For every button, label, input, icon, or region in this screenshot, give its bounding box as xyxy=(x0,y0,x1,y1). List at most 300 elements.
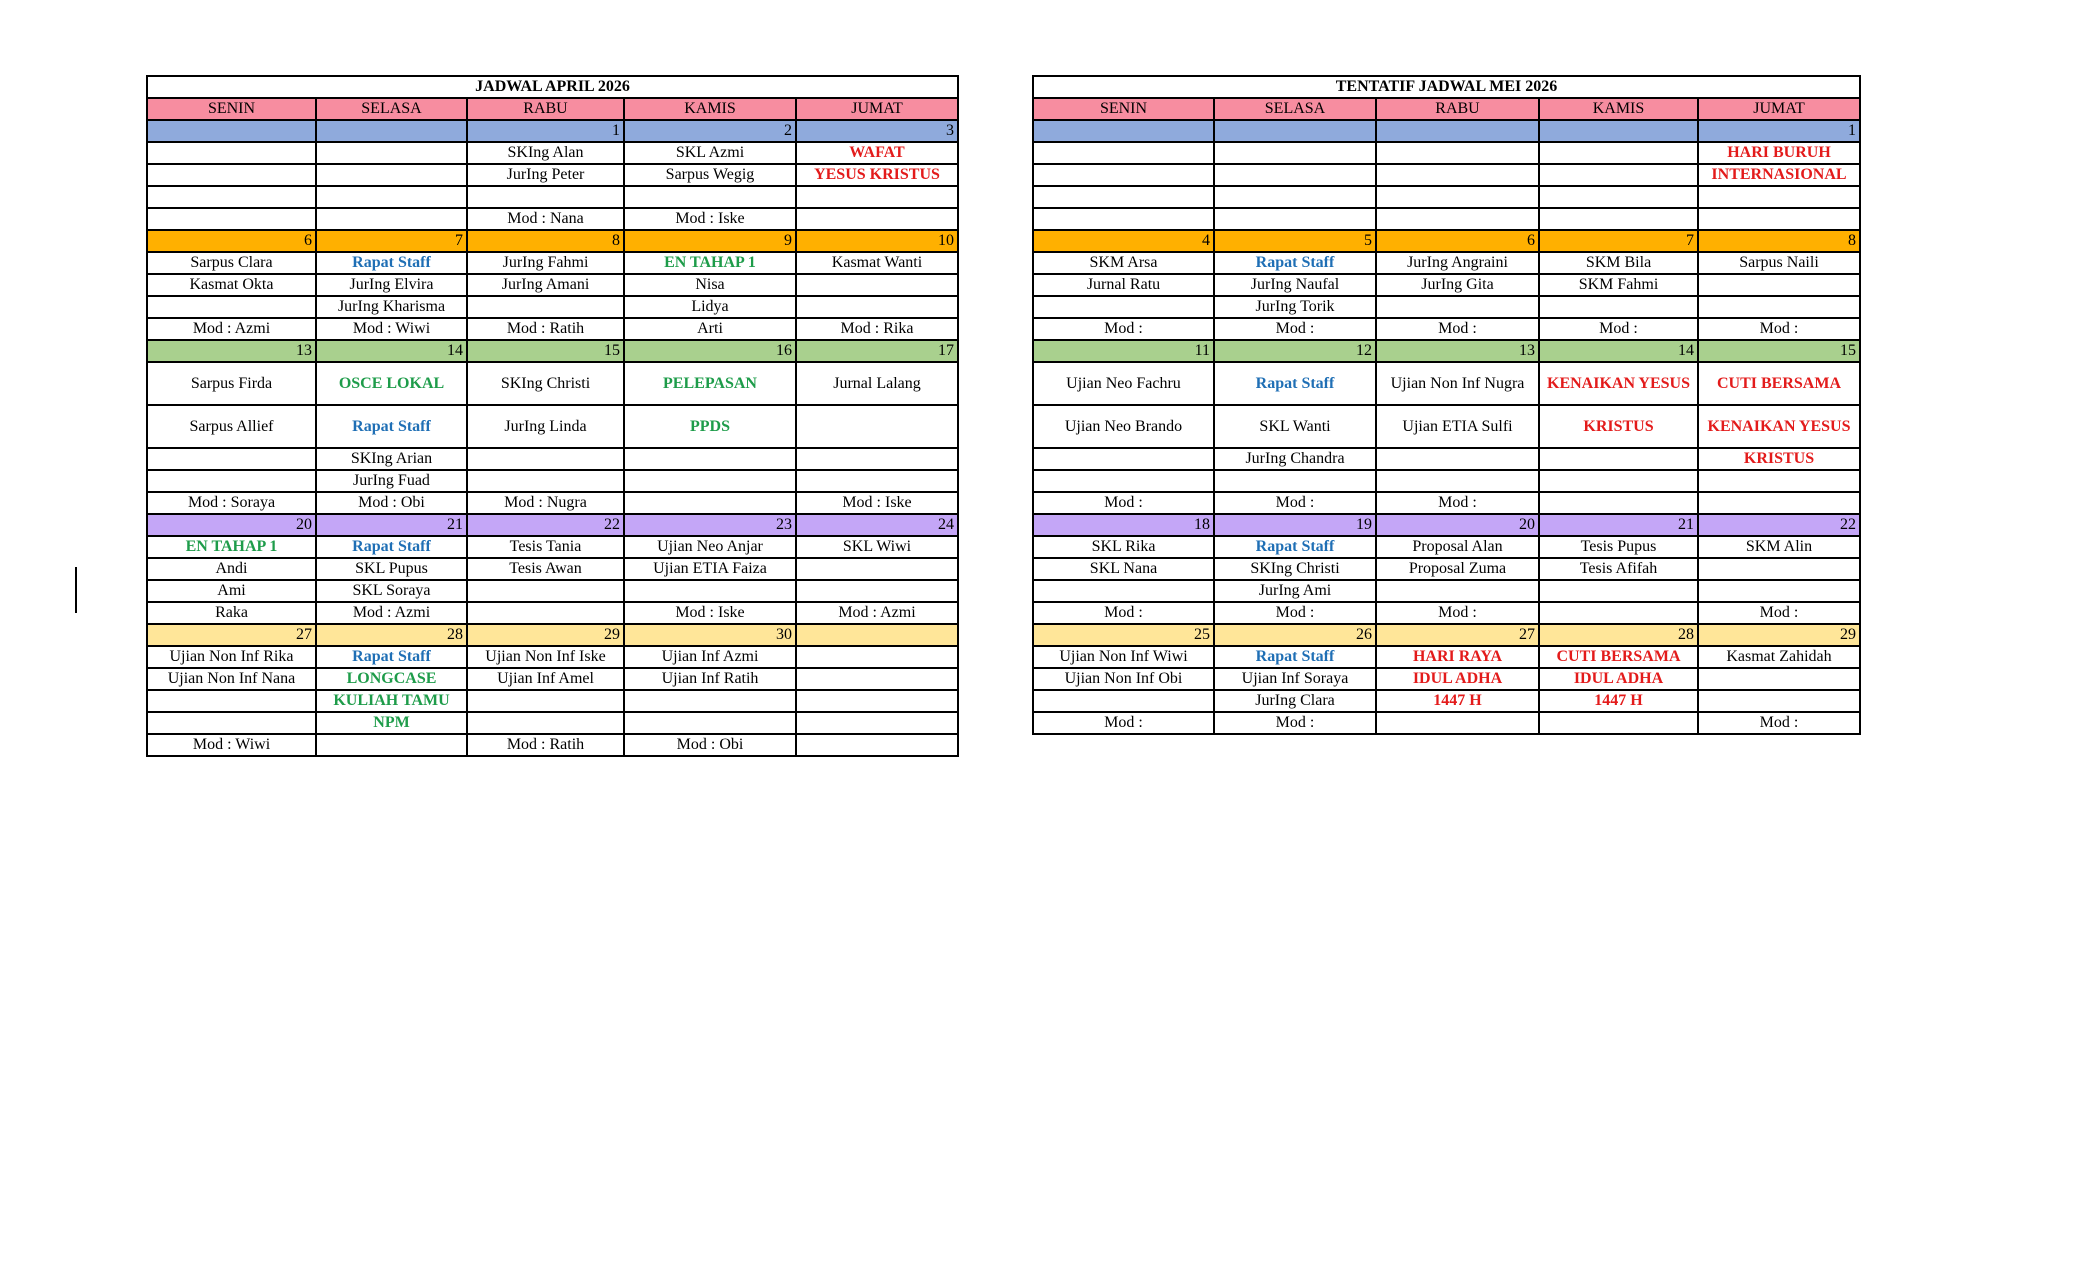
schedule-row xyxy=(1033,252,1860,274)
schedule-row xyxy=(1033,448,1860,470)
schedule-cell xyxy=(467,296,624,318)
schedule-cell: SKL Wiwi xyxy=(796,536,958,558)
schedule-cell xyxy=(147,186,316,208)
schedule-cell: Mod : Azmi xyxy=(316,602,467,624)
schedule-cell: Kasmat Okta xyxy=(147,274,316,296)
schedule-row xyxy=(147,690,958,712)
schedule-cell xyxy=(1698,274,1860,296)
schedule-cell: Ami xyxy=(147,580,316,602)
schedule-cell: EN TAHAP 1 xyxy=(147,536,316,558)
schedule-row xyxy=(1033,558,1860,580)
schedule-cell: Ujian Inf Azmi xyxy=(624,646,796,668)
schedule-row xyxy=(147,536,958,558)
schedule-cell: Mod : Nugra xyxy=(467,492,624,514)
schedule-cell xyxy=(1033,208,1214,230)
schedule-row xyxy=(147,164,958,186)
schedule-cell: 1447 H xyxy=(1539,690,1698,712)
day-number: 11 xyxy=(1033,340,1214,362)
schedule-cell xyxy=(1376,470,1539,492)
schedule-cell: Tesis Pupus xyxy=(1539,536,1698,558)
week-date-row xyxy=(1033,120,1860,142)
day-number: 27 xyxy=(1376,624,1539,646)
schedule-cell: KRISTUS xyxy=(1539,405,1698,448)
schedule-cell: Mod : Rika xyxy=(796,318,958,340)
schedule-row xyxy=(1033,142,1860,164)
schedule-cell: Lidya xyxy=(624,296,796,318)
schedule-cell xyxy=(1539,470,1698,492)
day-number: 29 xyxy=(467,624,624,646)
schedule-cell xyxy=(624,712,796,734)
schedule-row xyxy=(1033,602,1860,624)
schedule-cell: Mod : xyxy=(1214,602,1376,624)
schedule-cell: OSCE LOKAL xyxy=(316,362,467,405)
schedule-cell: Mod : Iske xyxy=(796,492,958,514)
schedule-cell: IDUL ADHA xyxy=(1539,668,1698,690)
schedule-cell xyxy=(316,186,467,208)
schedule-cell xyxy=(796,668,958,690)
schedule-cell xyxy=(796,470,958,492)
schedule-cell: Ujian Non Inf Wiwi xyxy=(1033,646,1214,668)
schedule-cell xyxy=(147,142,316,164)
schedule-cell xyxy=(467,690,624,712)
schedule-row xyxy=(1033,318,1860,340)
schedule-cell: Ujian Non Inf Rika xyxy=(147,646,316,668)
schedule-row xyxy=(147,142,958,164)
schedule-cell: Mod : xyxy=(1214,492,1376,514)
text-cursor xyxy=(75,567,77,613)
schedule-cell: JurIng Amani xyxy=(467,274,624,296)
schedule-row xyxy=(147,712,958,734)
schedule-cell: Mod : xyxy=(1376,318,1539,340)
day-number xyxy=(1376,120,1539,142)
schedule-cell xyxy=(796,580,958,602)
schedule-cell xyxy=(1539,186,1698,208)
schedule-row xyxy=(1033,362,1860,405)
schedule-cell: Ujian Non Inf Nana xyxy=(147,668,316,690)
schedule-row xyxy=(1033,470,1860,492)
schedule-cell: Jurnal Ratu xyxy=(1033,274,1214,296)
schedule-cell: JurIng Kharisma xyxy=(316,296,467,318)
schedule-cell: Sarpus Firda xyxy=(147,362,316,405)
day-number: 15 xyxy=(1698,340,1860,362)
weekday-header: RABU xyxy=(467,98,624,120)
weekday-header: KAMIS xyxy=(624,98,796,120)
schedule-cell: Proposal Alan xyxy=(1376,536,1539,558)
schedule-cell: CUTI BERSAMA xyxy=(1539,646,1698,668)
schedule-cell: Ujian ETIA Sulfi xyxy=(1376,405,1539,448)
schedule-cell: YESUS KRISTUS xyxy=(796,164,958,186)
schedule-cell xyxy=(316,164,467,186)
schedule-cell xyxy=(796,186,958,208)
schedule-row xyxy=(1033,690,1860,712)
may-schedule-table xyxy=(1032,75,1861,735)
week-date-row xyxy=(147,340,958,362)
schedule-row xyxy=(147,734,958,756)
schedule-cell xyxy=(796,296,958,318)
schedule-cell xyxy=(1698,186,1860,208)
day-number: 9 xyxy=(624,230,796,252)
weekday-header: SELASA xyxy=(1214,98,1376,120)
schedule-cell: Tesis Awan xyxy=(467,558,624,580)
day-number: 10 xyxy=(796,230,958,252)
schedule-cell xyxy=(1033,690,1214,712)
schedule-cell xyxy=(147,470,316,492)
schedule-cell xyxy=(624,186,796,208)
schedule-cell: Mod : xyxy=(1698,602,1860,624)
schedule-row xyxy=(147,274,958,296)
schedule-cell: Rapat Staff xyxy=(316,536,467,558)
day-number: 7 xyxy=(316,230,467,252)
schedule-cell: Ujian Non Inf Nugra xyxy=(1376,362,1539,405)
schedule-cell: Sarpus Naili xyxy=(1698,252,1860,274)
day-number: 21 xyxy=(1539,514,1698,536)
day-number xyxy=(147,120,316,142)
day-number: 14 xyxy=(316,340,467,362)
day-number: 2 xyxy=(624,120,796,142)
day-number xyxy=(1539,120,1698,142)
schedule-cell: Mod : xyxy=(1214,318,1376,340)
weekday-header: SENIN xyxy=(147,98,316,120)
day-number: 12 xyxy=(1214,340,1376,362)
schedule-cell xyxy=(796,712,958,734)
day-number: 28 xyxy=(1539,624,1698,646)
schedule-cell: Mod : Ratih xyxy=(467,318,624,340)
week-date-row xyxy=(147,624,958,646)
schedule-cell: SKL Wanti xyxy=(1214,405,1376,448)
schedule-cell: Kasmat Zahidah xyxy=(1698,646,1860,668)
schedule-cell xyxy=(624,492,796,514)
week-date-row xyxy=(1033,340,1860,362)
schedule-cell: Ujian Inf Amel xyxy=(467,668,624,690)
schedule-cell: Nisa xyxy=(624,274,796,296)
weekday-header: KAMIS xyxy=(1539,98,1698,120)
schedule-cell xyxy=(1698,690,1860,712)
schedule-cell: Mod : Iske xyxy=(624,208,796,230)
schedule-cell: LONGCASE xyxy=(316,668,467,690)
schedule-cell: KENAIKAN YESUS xyxy=(1698,405,1860,448)
schedule-cell xyxy=(1698,296,1860,318)
day-number: 22 xyxy=(1698,514,1860,536)
schedule-row xyxy=(147,448,958,470)
day-number: 20 xyxy=(1376,514,1539,536)
schedule-cell xyxy=(1539,492,1698,514)
schedule-cell xyxy=(624,580,796,602)
weekday-header-row xyxy=(1033,98,1860,120)
schedule-cell xyxy=(1376,208,1539,230)
schedule-cell xyxy=(1214,164,1376,186)
schedule-row xyxy=(1033,405,1860,448)
schedule-cell xyxy=(1698,208,1860,230)
schedule-cell xyxy=(1698,580,1860,602)
schedule-cell xyxy=(467,602,624,624)
schedule-row xyxy=(1033,580,1860,602)
schedule-cell xyxy=(1033,470,1214,492)
day-number: 14 xyxy=(1539,340,1698,362)
schedule-cell xyxy=(1698,470,1860,492)
schedule-row xyxy=(1033,164,1860,186)
schedule-cell xyxy=(1376,142,1539,164)
schedule-cell: CUTI BERSAMA xyxy=(1698,362,1860,405)
schedule-cell: Mod : Ratih xyxy=(467,734,624,756)
schedule-cell: Ujian Neo Fachru xyxy=(1033,362,1214,405)
schedule-cell: HARI BURUH xyxy=(1698,142,1860,164)
schedule-cell: JurIng Angraini xyxy=(1376,252,1539,274)
schedule-cell: Mod : xyxy=(1033,318,1214,340)
schedule-cell: Rapat Staff xyxy=(1214,536,1376,558)
day-number: 15 xyxy=(467,340,624,362)
schedule-cell: Ujian Non Inf Obi xyxy=(1033,668,1214,690)
schedule-cell xyxy=(316,142,467,164)
schedule-cell: JurIng Gita xyxy=(1376,274,1539,296)
schedule-cell: Sarpus Wegig xyxy=(624,164,796,186)
day-number: 4 xyxy=(1033,230,1214,252)
schedule-cell: Andi xyxy=(147,558,316,580)
schedule-cell: SKM Bila xyxy=(1539,252,1698,274)
schedule-cell xyxy=(1033,186,1214,208)
day-number: 13 xyxy=(1376,340,1539,362)
weekday-header: JUMAT xyxy=(1698,98,1860,120)
schedule-row xyxy=(147,470,958,492)
schedule-row xyxy=(147,208,958,230)
schedule-cell: Mod : Iske xyxy=(624,602,796,624)
week-date-row xyxy=(1033,230,1860,252)
schedule-cell: Mod : xyxy=(1376,602,1539,624)
schedule-row xyxy=(1033,186,1860,208)
schedule-cell: Mod : Wiwi xyxy=(147,734,316,756)
schedule-cell: Mod : xyxy=(1033,602,1214,624)
day-number: 23 xyxy=(624,514,796,536)
schedule-cell xyxy=(796,558,958,580)
schedule-cell xyxy=(1376,296,1539,318)
schedule-cell: JurIng Fahmi xyxy=(467,252,624,274)
schedule-cell: INTERNASIONAL xyxy=(1698,164,1860,186)
schedule-row xyxy=(147,558,958,580)
schedule-cell: Tesis Afifah xyxy=(1539,558,1698,580)
schedule-cell xyxy=(1033,164,1214,186)
schedule-cell: SKL Azmi xyxy=(624,142,796,164)
schedule-cell: Mod : xyxy=(1698,712,1860,734)
day-number: 19 xyxy=(1214,514,1376,536)
day-number: 28 xyxy=(316,624,467,646)
schedule-cell: JurIng Naufal xyxy=(1214,274,1376,296)
schedule-cell: Proposal Zuma xyxy=(1376,558,1539,580)
schedule-cell: IDUL ADHA xyxy=(1376,668,1539,690)
schedule-cell: PPDS xyxy=(624,405,796,448)
schedule-cell xyxy=(1698,492,1860,514)
schedule-cell xyxy=(1539,712,1698,734)
schedule-cell: SKIng Arian xyxy=(316,448,467,470)
schedule-row xyxy=(1033,536,1860,558)
schedule-cell xyxy=(624,690,796,712)
schedule-cell xyxy=(1698,668,1860,690)
schedule-cell: NPM xyxy=(316,712,467,734)
day-number: 29 xyxy=(1698,624,1860,646)
schedule-cell: JurIng Torik xyxy=(1214,296,1376,318)
schedule-cell xyxy=(147,208,316,230)
day-number xyxy=(316,120,467,142)
schedule-cell: JurIng Ami xyxy=(1214,580,1376,602)
schedule-row xyxy=(147,296,958,318)
schedule-cell: SKIng Alan xyxy=(467,142,624,164)
schedule-cell: Ujian Inf Soraya xyxy=(1214,668,1376,690)
schedule-cell: Sarpus Clara xyxy=(147,252,316,274)
schedule-cell: SKL Nana xyxy=(1033,558,1214,580)
day-number: 20 xyxy=(147,514,316,536)
schedule-row xyxy=(147,580,958,602)
schedule-cell: SKM Fahmi xyxy=(1539,274,1698,296)
schedule-cell xyxy=(316,208,467,230)
schedule-row xyxy=(1033,492,1860,514)
schedule-cell xyxy=(467,186,624,208)
schedule-cell xyxy=(1376,712,1539,734)
day-number: 22 xyxy=(467,514,624,536)
schedule-cell xyxy=(1033,580,1214,602)
schedule-cell xyxy=(796,734,958,756)
schedule-cell: SKL Pupus xyxy=(316,558,467,580)
schedule-cell xyxy=(1033,448,1214,470)
schedule-row xyxy=(1033,668,1860,690)
schedule-cell xyxy=(624,470,796,492)
day-number: 8 xyxy=(467,230,624,252)
day-number: 3 xyxy=(796,120,958,142)
day-number: 1 xyxy=(467,120,624,142)
day-number: 26 xyxy=(1214,624,1376,646)
schedule-cell xyxy=(467,580,624,602)
day-number: 5 xyxy=(1214,230,1376,252)
schedule-cell: 1447 H xyxy=(1376,690,1539,712)
schedule-cell xyxy=(147,296,316,318)
schedule-cell xyxy=(796,208,958,230)
schedule-row xyxy=(147,405,958,448)
schedule-cell: KENAIKAN YESUS xyxy=(1539,362,1698,405)
schedule-cell: Ujian Inf Ratih xyxy=(624,668,796,690)
schedule-cell: Mod : Azmi xyxy=(147,318,316,340)
schedule-cell: Rapat Staff xyxy=(1214,252,1376,274)
april-schedule-title: JADWAL APRIL 2026 xyxy=(147,76,958,98)
schedule-cell: PELEPASAN xyxy=(624,362,796,405)
schedule-cell: WAFAT xyxy=(796,142,958,164)
schedule-cell: Mod : Azmi xyxy=(796,602,958,624)
schedule-cell: Raka xyxy=(147,602,316,624)
schedule-row xyxy=(147,646,958,668)
schedule-cell: Tesis Tania xyxy=(467,536,624,558)
schedule-cell: KRISTUS xyxy=(1698,448,1860,470)
schedule-cell: Mod : xyxy=(1033,712,1214,734)
schedule-row xyxy=(147,602,958,624)
day-number: 21 xyxy=(316,514,467,536)
schedule-cell: Ujian ETIA Faiza xyxy=(624,558,796,580)
schedule-cell: Rapat Staff xyxy=(316,252,467,274)
schedule-cell: SKL Soraya xyxy=(316,580,467,602)
schedule-cell xyxy=(796,448,958,470)
schedule-cell: Mod : Obi xyxy=(316,492,467,514)
week-date-row xyxy=(147,230,958,252)
schedule-row xyxy=(1033,712,1860,734)
schedule-row xyxy=(147,318,958,340)
day-number: 8 xyxy=(1698,230,1860,252)
schedule-cell xyxy=(1376,580,1539,602)
schedule-cell xyxy=(1033,142,1214,164)
schedule-cell: Mod : xyxy=(1214,712,1376,734)
weekday-header-row xyxy=(147,98,958,120)
day-number xyxy=(796,624,958,646)
schedule-cell: JurIng Linda xyxy=(467,405,624,448)
schedule-cell xyxy=(1376,186,1539,208)
week-date-row xyxy=(1033,514,1860,536)
day-number: 7 xyxy=(1539,230,1698,252)
schedule-cell: JurIng Chandra xyxy=(1214,448,1376,470)
weekday-header: JUMAT xyxy=(796,98,958,120)
schedule-cell: Mod : Soraya xyxy=(147,492,316,514)
schedule-cell: JurIng Peter xyxy=(467,164,624,186)
schedule-cell xyxy=(1539,164,1698,186)
may-schedule-title: TENTATIF JADWAL MEI 2026 xyxy=(1033,76,1860,98)
day-number: 24 xyxy=(796,514,958,536)
schedule-row xyxy=(1033,208,1860,230)
schedule-cell xyxy=(1539,448,1698,470)
schedule-cell xyxy=(467,470,624,492)
schedule-cell xyxy=(147,164,316,186)
weekday-header: RABU xyxy=(1376,98,1539,120)
day-number xyxy=(1033,120,1214,142)
schedule-row xyxy=(147,668,958,690)
schedule-cell xyxy=(1376,448,1539,470)
schedule-cell: HARI RAYA xyxy=(1376,646,1539,668)
schedule-cell: SKM Arsa xyxy=(1033,252,1214,274)
schedule-cell xyxy=(1214,470,1376,492)
schedule-row xyxy=(1033,296,1860,318)
schedule-row xyxy=(1033,274,1860,296)
schedule-cell: JurIng Elvira xyxy=(316,274,467,296)
schedule-cell: JurIng Clara xyxy=(1214,690,1376,712)
schedule-row xyxy=(147,186,958,208)
schedule-cell xyxy=(1539,602,1698,624)
schedule-cell: EN TAHAP 1 xyxy=(624,252,796,274)
day-number: 13 xyxy=(147,340,316,362)
day-number: 6 xyxy=(1376,230,1539,252)
schedule-row xyxy=(147,492,958,514)
schedule-row xyxy=(147,362,958,405)
schedule-cell xyxy=(1698,558,1860,580)
schedule-cell: Sarpus Allief xyxy=(147,405,316,448)
schedule-cell: Mod : Nana xyxy=(467,208,624,230)
week-date-row xyxy=(147,120,958,142)
schedule-cell: SKIng Christi xyxy=(467,362,624,405)
schedule-cell: Ujian Neo Anjar xyxy=(624,536,796,558)
schedule-cell: SKIng Christi xyxy=(1214,558,1376,580)
week-date-row xyxy=(1033,624,1860,646)
april-schedule-table xyxy=(146,75,959,757)
day-number: 6 xyxy=(147,230,316,252)
schedule-cell xyxy=(796,690,958,712)
schedule-cell: SKL Rika xyxy=(1033,536,1214,558)
schedule-row xyxy=(1033,646,1860,668)
weekday-header: SENIN xyxy=(1033,98,1214,120)
schedule-cell: JurIng Fuad xyxy=(316,470,467,492)
schedule-cell xyxy=(147,690,316,712)
schedule-cell: Mod : Obi xyxy=(624,734,796,756)
schedule-cell xyxy=(1539,208,1698,230)
day-number: 1 xyxy=(1698,120,1860,142)
weekday-header: SELASA xyxy=(316,98,467,120)
schedule-cell: Mod : xyxy=(1033,492,1214,514)
day-number: 27 xyxy=(147,624,316,646)
schedule-cell: Kasmat Wanti xyxy=(796,252,958,274)
schedule-cell xyxy=(796,646,958,668)
day-number: 30 xyxy=(624,624,796,646)
schedule-cell: Rapat Staff xyxy=(316,405,467,448)
schedule-cell: Arti xyxy=(624,318,796,340)
